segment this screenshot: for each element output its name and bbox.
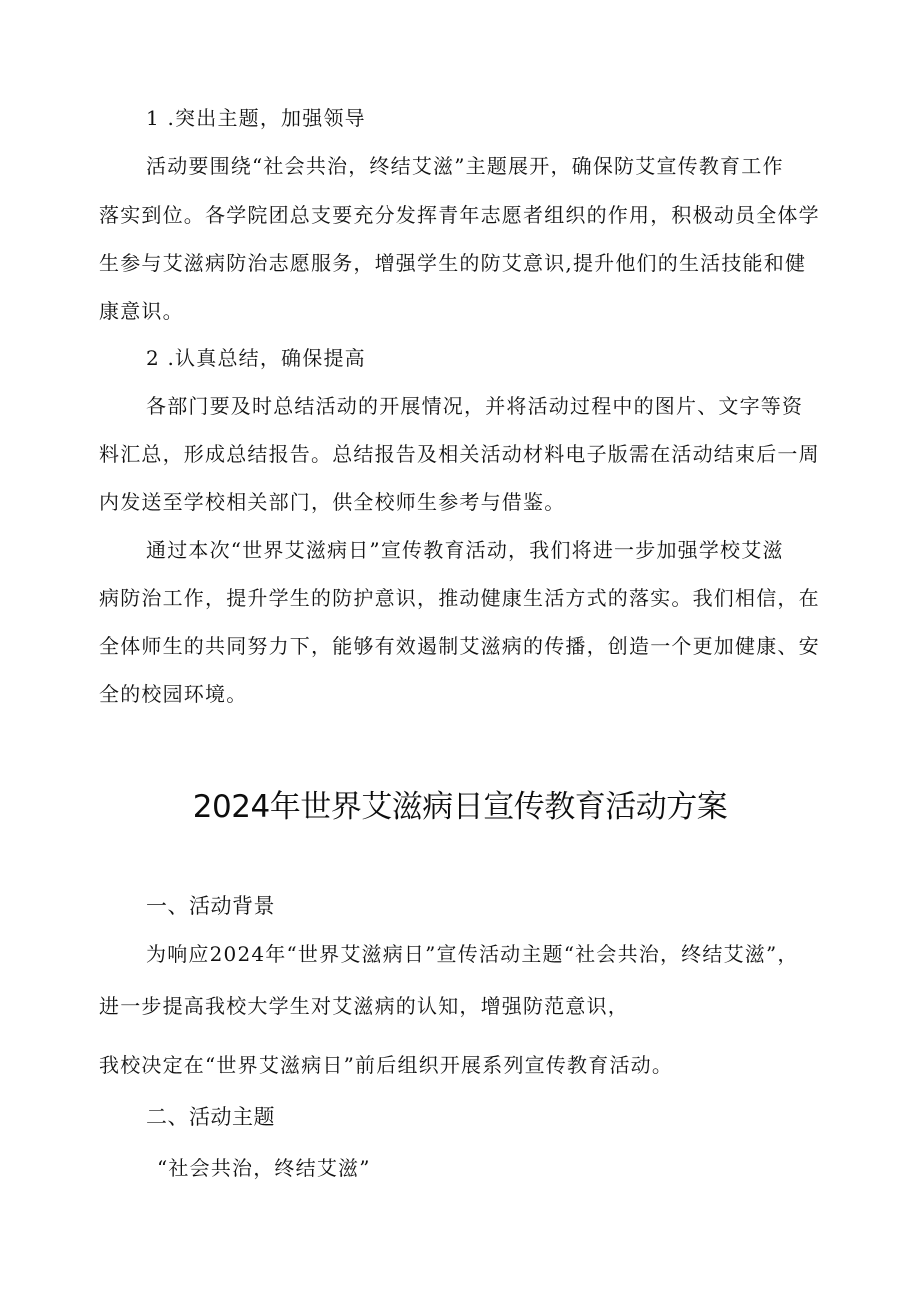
item2-paragraph-line: 内发送至学校相关部门，供全校师生参考与借鉴。 bbox=[99, 490, 566, 514]
item1-paragraph-line: 落实到位。各学院团总支要充分发挥青年志愿者组织的作用，积极动员全体学 bbox=[99, 203, 820, 227]
closing-paragraph-line: 通过本次“世界艾滋病日”宣传教育活动，我们将进一步加强学校艾滋 bbox=[146, 538, 784, 562]
background-line: 我校决定在“世界艾滋病日”前后组织开展系列宣传教育活动。 bbox=[99, 1053, 674, 1077]
theme-text: “社会共治，终结艾滋” bbox=[157, 1156, 371, 1180]
closing-paragraph-line: 病防治工作，提升学生的防护意识，推动健康生活方式的落实。我们相信，在 bbox=[99, 586, 820, 610]
item1-paragraph-line: 康意识。 bbox=[99, 299, 184, 323]
item1-paragraph-line: 活动要围绕“社会共治，终结艾滋”主题展开，确保防艾宣传教育工作 bbox=[146, 154, 784, 178]
item1-heading: 1 .突出主题，加强领导 bbox=[146, 106, 366, 130]
item1-paragraph-line: 生参与艾滋病防治志愿服务，增强学生的防艾意识,提升他们的生活技能和健 bbox=[99, 251, 807, 275]
theme-heading: 二、活动主题 bbox=[146, 1105, 275, 1129]
item2-heading: 2 .认真总结，确保提高 bbox=[146, 346, 366, 370]
document-title: 2024年世界艾滋病日宣传教育活动方案 bbox=[192, 789, 728, 825]
item2-paragraph-line: 料汇总，形成总结报告。总结报告及相关活动材料电子版需在活动结束后一周 bbox=[99, 442, 820, 466]
closing-paragraph-line: 全的校园环境。 bbox=[99, 682, 248, 706]
closing-paragraph-line: 全体师生的共同努力下，能够有效遏制艾滋病的传播，创造一个更加健康、安 bbox=[99, 634, 820, 658]
item2-paragraph-line: 各部门要及时总结活动的开展情况，并将活动过程中的图片、文字等资 bbox=[146, 394, 804, 418]
background-line: 进一步提高我校大学生对艾滋病的认知，增强防范意识， bbox=[99, 994, 629, 1018]
background-line: 为响应2024年“世界艾滋病日”宣传活动主题“社会共治，终结艾滋”， bbox=[146, 942, 799, 966]
background-heading: 一、活动背景 bbox=[146, 894, 275, 918]
